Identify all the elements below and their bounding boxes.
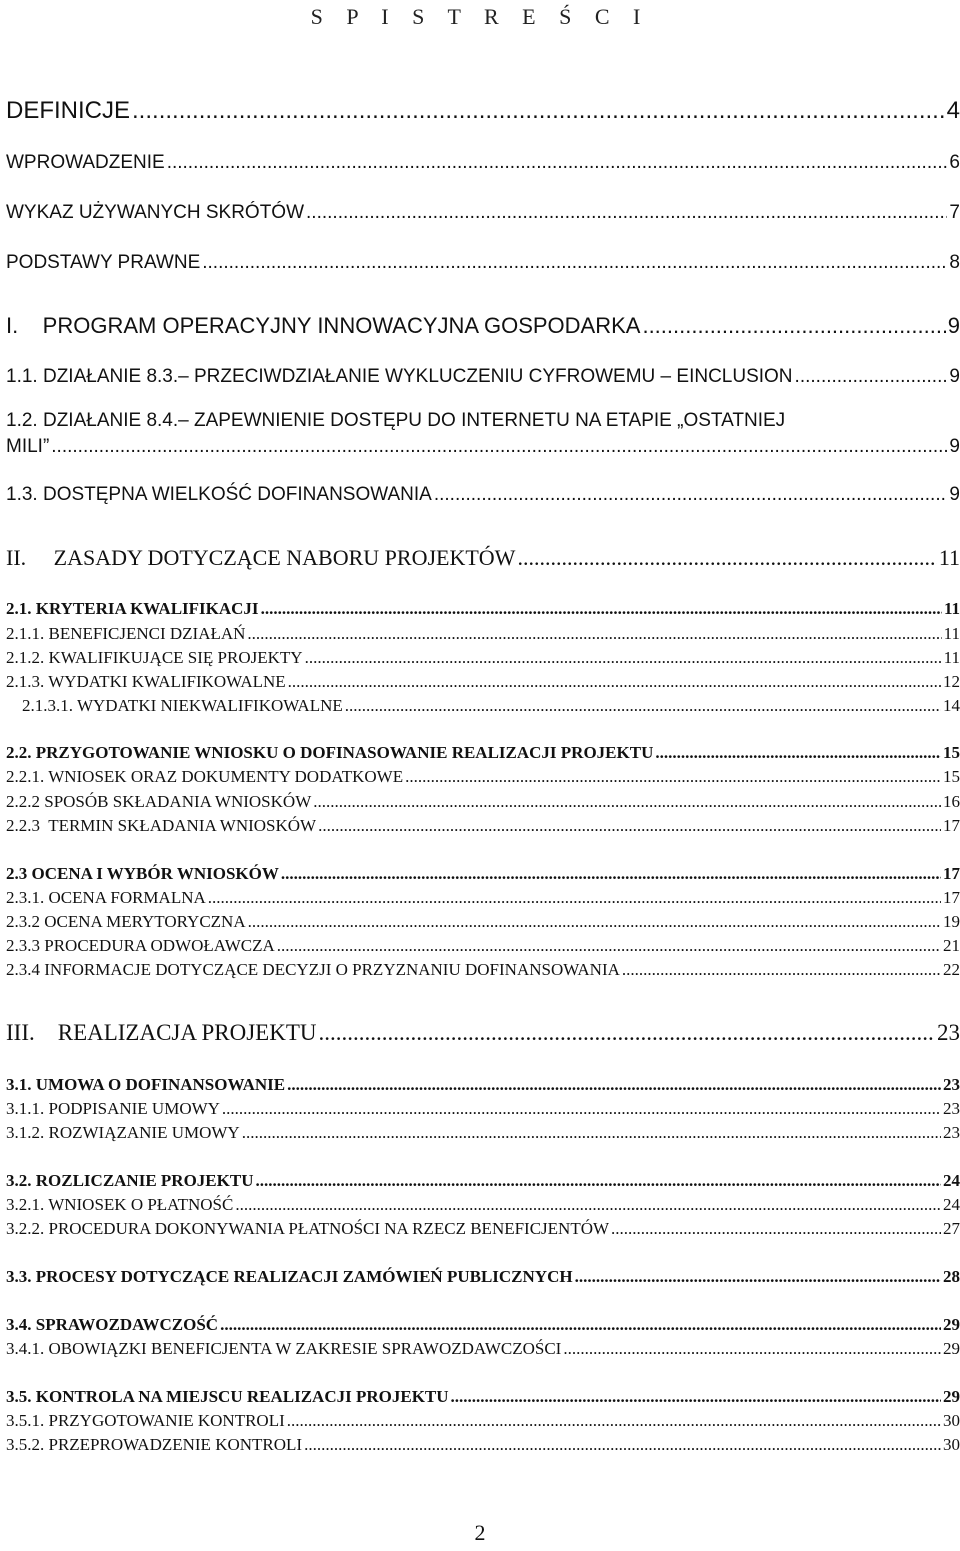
- toc-entry-page: 9: [949, 436, 960, 457]
- toc-leader: [319, 1020, 936, 1046]
- toc-entry-label: II. ZASADY DOTYCZĄCE NABORU PROJEKTÓW: [6, 545, 516, 570]
- toc-entry-3-3[interactable]: [6, 1267, 960, 1287]
- toc-leader: [287, 1411, 941, 1431]
- toc-entry-2-1[interactable]: [6, 599, 960, 619]
- toc-leader: [220, 1315, 941, 1335]
- toc-entry-3-1[interactable]: [6, 1075, 960, 1095]
- toc-leader: [247, 624, 941, 644]
- toc-entry-label: 2.2.3 TERMIN SKŁADANIA WNIOSKÓW: [6, 816, 317, 835]
- toc-entry-label: 2.1.3.1. WYDATKI NIEKWALIFIKOWALNE: [22, 696, 343, 715]
- toc-entry-page: 17: [943, 888, 960, 907]
- toc-entry-label: 2.1.1. BENEFICJENCI DZIAŁAŃ: [6, 624, 246, 643]
- toc-entry-page: 23: [937, 1020, 960, 1045]
- toc-entry-1-2[interactable]: [6, 436, 960, 458]
- toc-entry-label: PODSTAWY PRAWNE: [6, 252, 201, 273]
- toc-entry-label: 3.2.2. PROCEDURA DOKONYWANIA PŁATNOŚCI NA RZECZ BENEFICJENTÓW: [6, 1219, 610, 1238]
- toc-entry-3-1-1[interactable]: [6, 1099, 960, 1119]
- toc-entry-label: 3.2.1. WNIOSEK O PŁATNOŚĆ: [6, 1195, 234, 1214]
- toc-entry-2-2-2[interactable]: [6, 792, 960, 812]
- toc-leader: [287, 1075, 941, 1095]
- toc-entry-page: 17: [943, 816, 960, 835]
- toc-entry-label: 2.1.3. WYDATKI KWALIFIKOWALNE: [6, 672, 286, 691]
- toc-leader: [642, 313, 945, 339]
- toc-entry-label: 2.3.2 OCENA MERYTORYCZNA: [6, 912, 246, 931]
- toc-entry-page: 30: [943, 1435, 960, 1454]
- toc-entry-1-2-first-line[interactable]: 1.2. DZIAŁANIE 8.4.– ZAPEWNIENIE DOSTĘPU DO INTERNETU NA ETAPIE „OSTATNIEJ: [6, 410, 786, 431]
- toc-leader: [306, 202, 947, 224]
- toc-entry-page: 15: [943, 767, 960, 786]
- toc-entry-label: 2.2.2 SPOSÓB SKŁADANIA WNIOSKÓW: [6, 792, 312, 811]
- toc-entry-3-4-1[interactable]: [6, 1339, 960, 1359]
- toc-entry-label: 3.5. KONTROLA NA MIEJSCU REALIZACJI PROJEKTU: [6, 1387, 449, 1406]
- toc-entry-label: 3.3. PROCESY DOTYCZĄCE REALIZACJI ZAMÓWIEŃ PUBLICZNYCH: [6, 1267, 573, 1286]
- toc-entry-page: 11: [943, 648, 960, 667]
- toc-entry-page: 11: [938, 545, 960, 570]
- toc-entry-wykaz-skrotow[interactable]: [6, 202, 960, 224]
- toc-entry-label: III. REALIZACJA PROJEKTU: [6, 1020, 317, 1045]
- toc-entry-page: 6: [949, 152, 960, 173]
- toc-entry-2-3[interactable]: [6, 864, 960, 884]
- toc-leader: [277, 936, 941, 956]
- toc-entry-3-1-2[interactable]: [6, 1123, 960, 1143]
- toc-entry-page: 9: [947, 313, 960, 338]
- toc-entry-page: 24: [943, 1195, 960, 1214]
- toc-entry-page: 8: [949, 252, 960, 273]
- toc-leader: [202, 252, 947, 274]
- toc-entry-2-2-1[interactable]: [6, 767, 960, 787]
- toc-entry-label: WYKAZ UŻYWANYCH SKRÓTÓW: [6, 202, 305, 223]
- toc-entry-label: DEFINICJE: [6, 97, 131, 124]
- toc-entry-page: 22: [943, 960, 960, 979]
- toc-leader: [622, 960, 941, 980]
- toc-leader: [563, 1339, 941, 1359]
- toc-leader: [304, 1435, 941, 1455]
- toc-entry-label: MILI”: [6, 436, 50, 457]
- toc-entry-label: 3.2. ROZLICZANIE PROJEKTU: [6, 1171, 254, 1190]
- toc-entry-page: 4: [946, 97, 960, 124]
- toc-entry-page: 30: [943, 1411, 960, 1430]
- toc-entry-label: 2.3 OCENA I WYBÓR WNIOSKÓW: [6, 864, 279, 883]
- toc-leader: [305, 648, 942, 668]
- toc-entry-page: 11: [943, 599, 960, 618]
- toc-leader: [255, 1171, 941, 1191]
- toc-leader: [222, 1099, 941, 1119]
- toc-entry-2-1-1[interactable]: [6, 624, 960, 644]
- toc-leader: [235, 1195, 941, 1215]
- toc-entry-label: 2.3.3 PROCEDURA ODWOŁAWCZA: [6, 936, 275, 955]
- toc-entry-page: 19: [943, 912, 960, 931]
- toc-leader: [611, 1219, 941, 1239]
- toc-leader: [434, 484, 948, 506]
- toc-leader: [575, 1267, 941, 1287]
- toc-leader: [655, 743, 941, 763]
- toc-entry-podstawy-prawne[interactable]: [6, 252, 960, 274]
- toc-entry-3-5-2[interactable]: [6, 1435, 960, 1455]
- toc-entry-realizacja-projektu[interactable]: [6, 1020, 960, 1046]
- toc-entry-definicje[interactable]: [6, 97, 960, 125]
- toc-entry-label: 2.2. PRZYGOTOWANIE WNIOSKU O DOFINASOWANIE REALIZACJI PROJEKTU: [6, 743, 654, 762]
- toc-entry-page: 23: [943, 1123, 960, 1142]
- toc-entry-page: 29: [943, 1339, 960, 1358]
- toc-entry-label: 3.1.1. PODPISANIE UMOWY: [6, 1099, 220, 1118]
- toc-entry-page: 29: [943, 1387, 960, 1406]
- toc-entry-label: 2.3.1. OCENA FORMALNA: [6, 888, 206, 907]
- toc-entry-page: 9: [949, 366, 960, 387]
- toc-entry-3-5[interactable]: [6, 1387, 960, 1407]
- toc-entry-3-2-2[interactable]: [6, 1219, 960, 1239]
- toc-entry-zasady[interactable]: [6, 545, 960, 571]
- toc-leader: [281, 864, 941, 884]
- toc-leader: [288, 672, 941, 692]
- toc-entry-label: 3.4. SPRAWOZDAWCZOŚĆ: [6, 1315, 219, 1334]
- toc-entry-page: 21: [943, 936, 960, 955]
- toc-entry-1-1[interactable]: [6, 366, 960, 388]
- toc-leader: [345, 696, 941, 716]
- toc-entry-label: 1.1. DZIAŁANIE 8.3.– PRZECIWDZIAŁANIE WYKLUCZENIU CYFROWEMU – EINCLUSION: [6, 366, 793, 387]
- toc-entry-label: 3.1.2. ROZWIĄZANIE UMOWY: [6, 1123, 240, 1142]
- toc-entry-2-2-3[interactable]: [6, 816, 960, 836]
- toc-entry-label: I. PROGRAM OPERACYJNY INNOWACYJNA GOSPODARKA: [6, 313, 641, 338]
- toc-entry-1-3[interactable]: [6, 484, 960, 506]
- toc-entry-page: 15: [943, 743, 960, 762]
- toc-leader: [451, 1387, 941, 1407]
- toc-entry-label: 3.5.2. PRZEPROWADZENIE KONTROLI: [6, 1435, 303, 1454]
- toc-leader: [318, 816, 941, 836]
- toc-entry-page: 14: [943, 696, 960, 715]
- toc-entry-wprowadzenie[interactable]: [6, 152, 960, 174]
- toc-leader: [132, 97, 945, 125]
- toc-entry-3-2[interactable]: [6, 1171, 960, 1191]
- toc-entry-page: 12: [943, 672, 960, 691]
- toc-leader: [261, 599, 942, 619]
- toc-entry-page: 11: [943, 624, 960, 643]
- toc-entry-2-2[interactable]: [6, 743, 960, 763]
- toc-entry-page: 24: [943, 1171, 960, 1190]
- toc-entry-3-5-1[interactable]: [6, 1411, 960, 1431]
- toc-entry-page: 27: [943, 1219, 960, 1238]
- toc-entry-2-1-2[interactable]: [6, 648, 960, 668]
- toc-entry-label: WPROWADZENIE: [6, 152, 165, 173]
- toc-entry-2-1-3[interactable]: [6, 672, 960, 692]
- toc-entry-2-3-1[interactable]: [6, 888, 960, 908]
- toc-entry-page: 9: [949, 484, 960, 505]
- toc-entry-2-3-4[interactable]: [6, 960, 960, 980]
- toc-entry-label: 2.1. KRYTERIA KWALIFIKACJI: [6, 599, 259, 618]
- toc-entry-label: 3.4.1. OBOWIĄZKI BENEFICJENTA W ZAKRESIE SPRAWOZDAWCZOŚCI: [6, 1339, 562, 1358]
- toc-entry-2-3-3[interactable]: [6, 936, 960, 956]
- toc-entry-label: 2.2.1. WNIOSEK ORAZ DOKUMENTY DODATKOWE: [6, 767, 404, 786]
- toc-leader: [208, 888, 941, 908]
- toc-entry-program-operacyjny[interactable]: [6, 313, 960, 339]
- page-number: 2: [474, 1520, 486, 1545]
- toc-entry-3-2-1[interactable]: [6, 1195, 960, 1215]
- toc-entry-label: 2.3.4 INFORMACJE DOTYCZĄCE DECYZJI O PRZYZNANIU DOFINANSOWANIA: [6, 960, 620, 979]
- toc-leader: [313, 792, 941, 812]
- toc-leader: [51, 436, 947, 458]
- toc-title: S P I S T R E Ś C I: [310, 4, 650, 29]
- toc-entry-page: 28: [943, 1267, 960, 1286]
- toc-entry-page: 7: [949, 202, 960, 223]
- toc-entry-3-4[interactable]: [6, 1315, 960, 1335]
- toc-entry-page: 23: [943, 1099, 960, 1118]
- toc-entry-label: 3.5.1. PRZYGOTOWANIE KONTROLI: [6, 1411, 285, 1430]
- toc-entry-page: 17: [943, 864, 960, 883]
- toc-leader: [242, 1123, 941, 1143]
- toc-entry-page: 16: [943, 792, 960, 811]
- toc-entry-2-1-3-1[interactable]: [22, 696, 960, 716]
- toc-entry-label: 1.3. DOSTĘPNA WIELKOŚĆ DOFINANSOWANIA: [6, 484, 432, 505]
- toc-entry-label: 2.1.2. KWALIFIKUJĄCE SIĘ PROJEKTY: [6, 648, 303, 667]
- toc-entry-page: 23: [943, 1075, 960, 1094]
- toc-entry-label: 3.1. UMOWA O DOFINANSOWANIE: [6, 1075, 286, 1094]
- toc-leader: [248, 912, 941, 932]
- toc-entry-page: 29: [943, 1315, 960, 1334]
- toc-leader: [517, 545, 936, 571]
- toc-entry-2-3-2[interactable]: [6, 912, 960, 932]
- toc-leader: [167, 152, 948, 174]
- toc-leader: [405, 767, 941, 787]
- toc-leader: [795, 366, 948, 388]
